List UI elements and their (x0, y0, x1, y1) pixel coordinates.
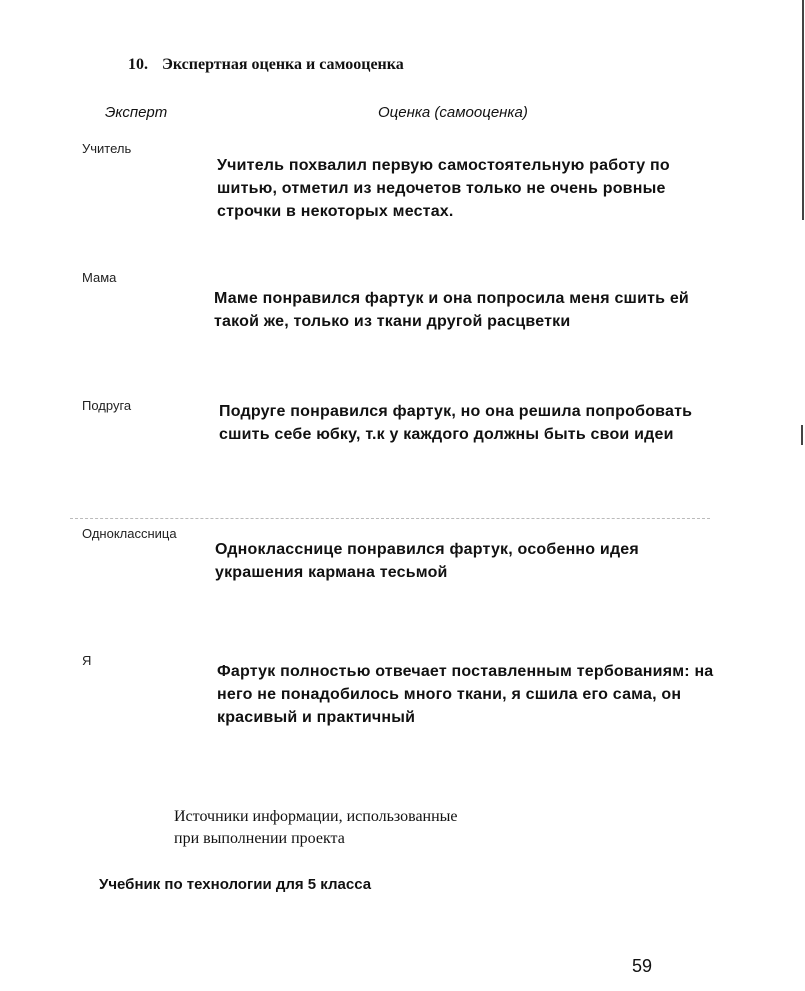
text-line: Маме понравился фартук и она попросила меня сшить ей (214, 290, 689, 307)
text-line: него не понадобилось много ткани, я сшила его сама, он (217, 686, 682, 703)
text-line: Фартук полностью отвечает поставленным тербованиям: на (217, 663, 714, 680)
text-line: строчки в некоторых местах. (217, 203, 454, 220)
section-number: 10. (128, 56, 148, 73)
text-line: Источники информации, использованные (174, 808, 458, 825)
text-line: красивый и практичный (217, 709, 416, 726)
assessment-text (215, 538, 639, 584)
text-line: шитью, отметил из недочетов только не очень ровные (217, 180, 666, 197)
expert-label: Подруга (82, 398, 132, 413)
text-line: Подруге понравился фартук, но она решила попробовать (219, 403, 693, 420)
text-line: Учитель похвалил первую самостоятельную работу по (217, 157, 670, 174)
text-line: украшения кармана тесьмой (215, 564, 448, 581)
expert-label: Мама (82, 270, 117, 285)
assessment-text (219, 400, 692, 446)
expert-label: Учитель (82, 141, 132, 156)
scan-edge (802, 0, 804, 220)
text-line: Однокласснице понравился фартук, особенно идея (215, 541, 639, 558)
column-header-assessment: Оценка (самооценка) (378, 104, 528, 121)
section-heading (128, 56, 404, 74)
sources-heading (174, 806, 458, 850)
column-header-expert: Эксперт (105, 104, 168, 121)
assessment-text (214, 287, 689, 333)
divider (70, 518, 710, 519)
expert-label: Одноклассница (82, 526, 177, 541)
text-line: такой же, только из ткани другой расцветки (214, 313, 571, 330)
source-item: Учебник по технологии для 5 класса (99, 876, 372, 893)
section-title: Экспертная оценка и самооценка (162, 56, 404, 73)
page-number: 59 (632, 956, 653, 976)
text-line: сшить себе юбку, т.к у каждого должны быть свои идеи (219, 426, 674, 443)
assessment-text (217, 660, 713, 729)
scan-edge (801, 425, 803, 445)
assessment-text (217, 154, 670, 223)
expert-label: Я (82, 653, 92, 668)
text-line: при выполнении проекта (174, 830, 345, 847)
